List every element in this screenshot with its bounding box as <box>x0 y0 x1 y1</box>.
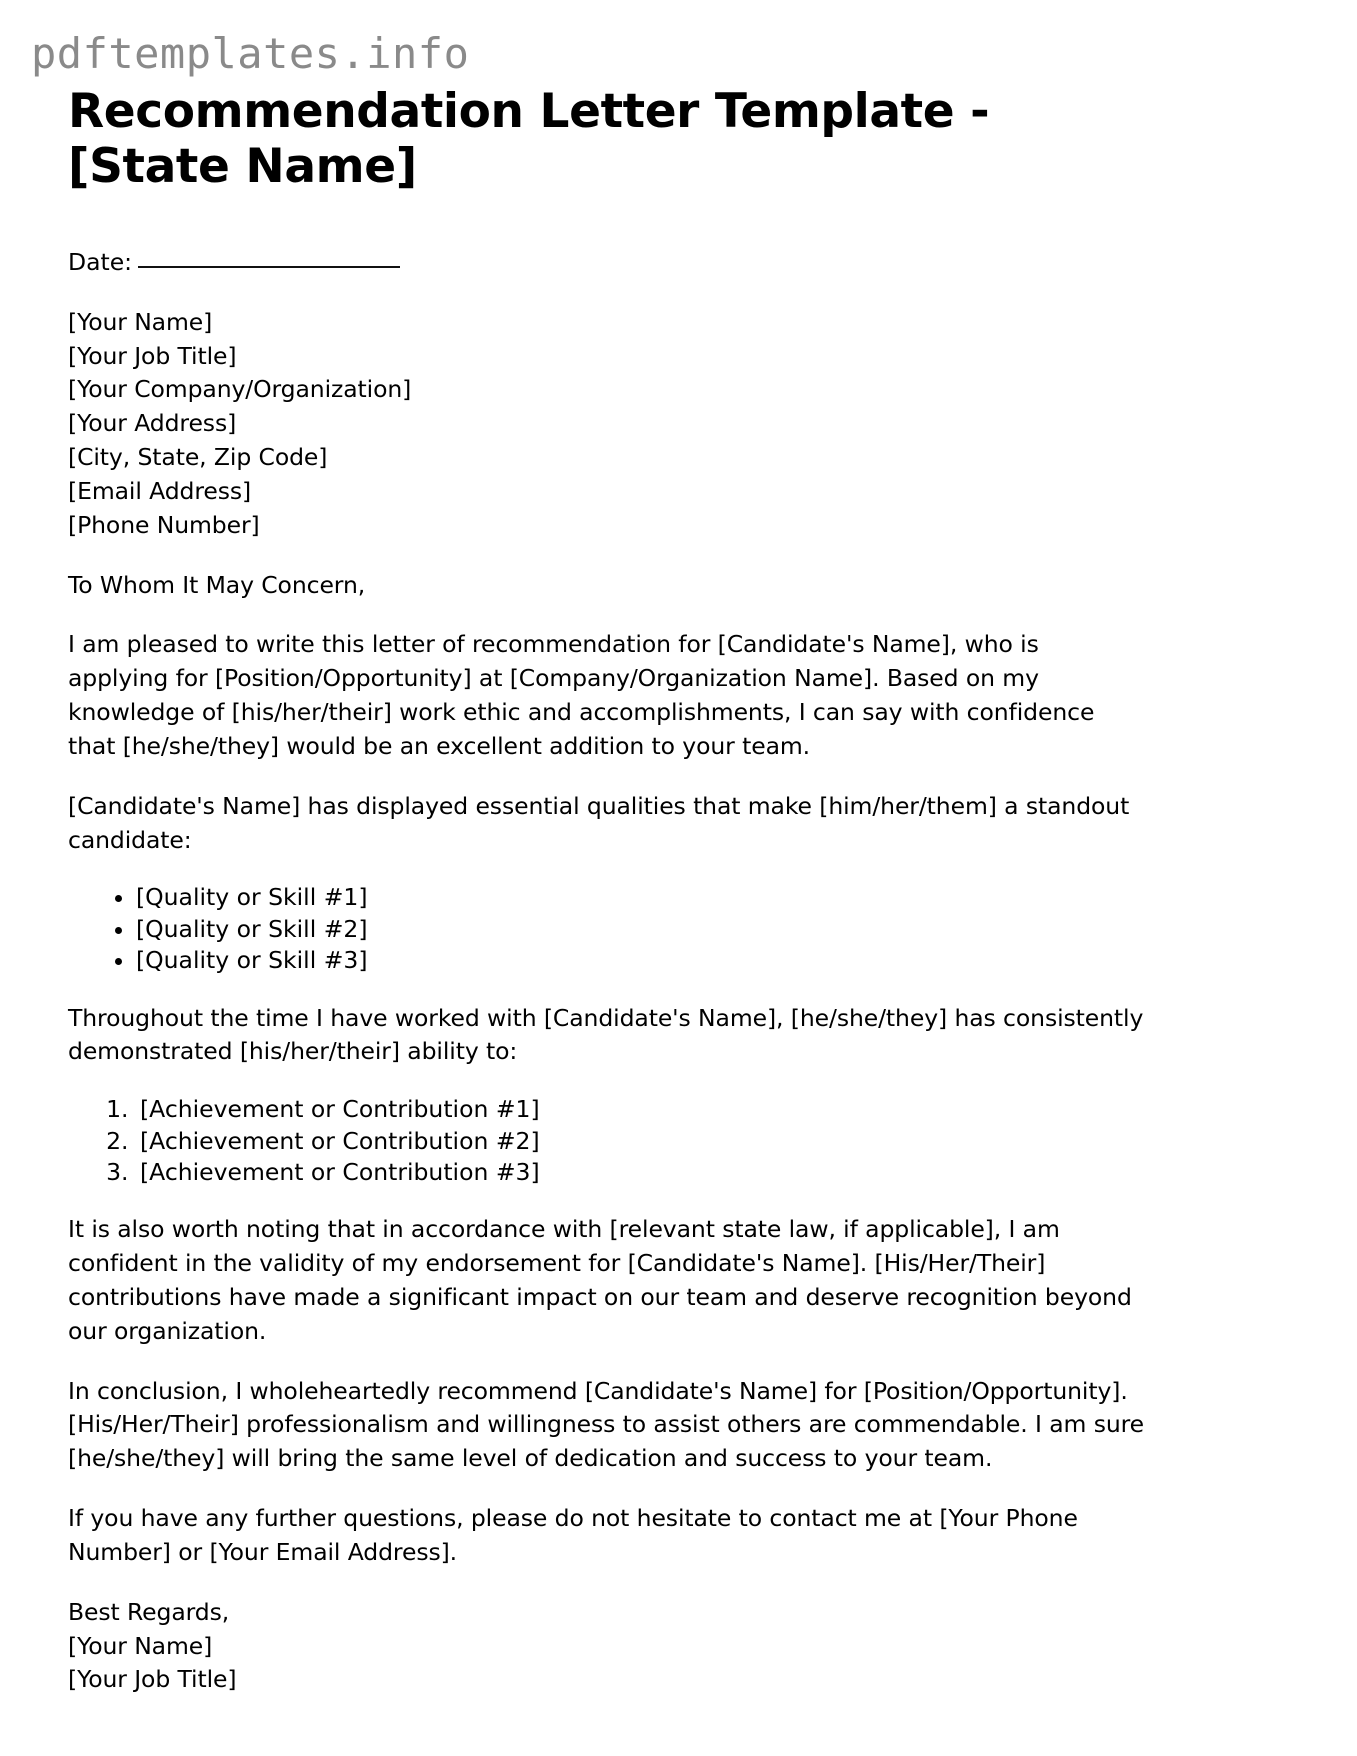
list-item: 1. [Achievement or Contribution #1] <box>136 1095 1237 1124</box>
list-item: 2. [Achievement or Contribution #2] <box>136 1127 1237 1156</box>
paragraph-conclusion: In conclusion, I wholeheartedly recommend [Candidate's Name] for [Position/Opportunity]. [His/Her/Their] professionalism and willingness to assist others are commendable. I am sure [he/she/they] will bring the same level of dedication and success to your team. <box>68 1376 1145 1473</box>
closing-line: [Your Name] <box>68 1631 213 1660</box>
list-item: • [Quality or Skill #1] <box>136 883 1237 912</box>
list-item: 3. [Achievement or Contribution #3] <box>136 1158 1237 1187</box>
sender-line: [City, State, Zip Code] <box>68 443 328 472</box>
paragraph-intro: I am pleased to write this letter of recommendation for [Candidate's Name], who is applying for [Position/Opportunity] at [Company/Organization Name]. Based on my knowledge of [his/her/their] work ethic and accomplishments, I can say with confidence that [he/she/they] would be an excellent addition to your team. <box>68 630 1095 760</box>
qualities-list <box>68 883 1237 975</box>
date-field-row <box>68 246 1237 280</box>
page-title: Recommendation Letter Template - [State Name] <box>68 84 990 194</box>
achievements-list <box>68 1095 1237 1187</box>
paragraph-achievements-lead: Throughout the time I have worked with [Candidate's Name], [he/she/they] has consistently demonstrated [his/her/their] ability to: <box>68 1003 1144 1066</box>
list-item: • [Quality or Skill #3] <box>136 946 1237 975</box>
closing-block <box>68 1596 1237 1697</box>
sender-address-block <box>68 306 1237 543</box>
sender-line: [Your Job Title] <box>68 341 237 370</box>
list-item: • [Quality or Skill #2] <box>136 915 1237 944</box>
paragraph-qualities-lead: [Candidate's Name] has displayed essential qualities that make [him/her/them] a standout candidate: <box>68 791 1130 854</box>
paragraph-contact: If you have any further questions, please do not hesitate to contact me at [Your Phone Number] or [Your Email Address]. <box>68 1504 1078 1566</box>
closing-line: [Your Job Title] <box>68 1665 237 1694</box>
date-label: Date: <box>68 247 133 276</box>
date-blank-line[interactable] <box>138 266 400 268</box>
sender-line: [Your Company/Organization] <box>68 375 412 404</box>
sender-line: [Your Name] <box>68 307 213 336</box>
sender-line: [Email Address] <box>68 476 252 505</box>
closing-line: Best Regards, <box>68 1597 230 1626</box>
paragraph-state-law: It is also worth noting that in accordance with [relevant state law, if applicable], I am confident in the validity of my endorsement for [Candidate's Name]. [His/Her/Their] contributions have made a significant impact on our team and deserve recognition beyond our organization. <box>68 1215 1132 1345</box>
letter-body <box>68 246 1237 1697</box>
sender-line: [Phone Number] <box>68 510 260 539</box>
sender-line: [Your Address] <box>68 409 237 438</box>
salutation: To Whom It May Concern, <box>68 570 366 599</box>
watermark-pdftemplates-info: pdftemplates.info <box>31 29 470 78</box>
